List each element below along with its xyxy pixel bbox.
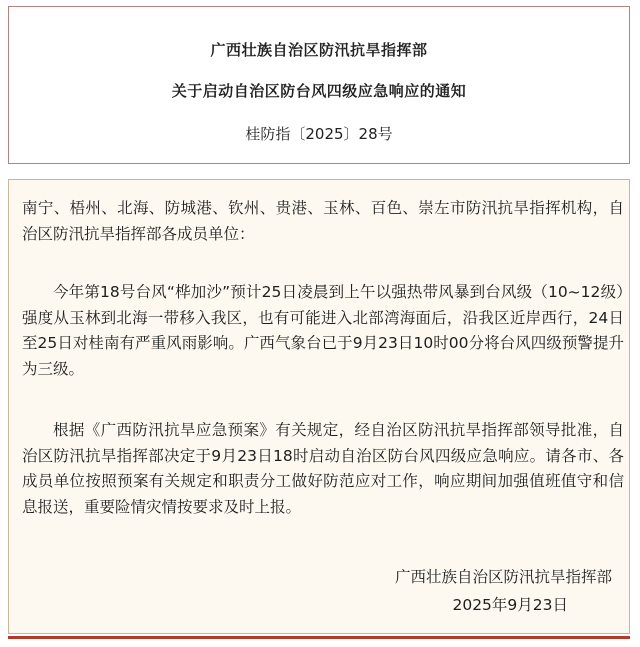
notice-title: 关于启动自治区防台风四级应急响应的通知 [171,82,467,100]
signature-date: 2025年9月23日 [452,596,568,614]
document-number: 桂防指〔2025〕28号 [245,125,393,143]
notice-header-box [8,6,630,164]
issuer-title: 广西壮族自治区防汛抗旱指挥部 [210,41,428,59]
typhoon-forecast-paragraph: 今年第18号台风“桦加沙”预计25日凌晨到上午以强热带风暴到台风级（10~12级）强度从玉林到北海一带移入我区，也有可能进入北部湾海面后，沿我区近岸西行，24日至25日对桂南有严重风雨影响。广西气象台已于9月23日10时00分将台风四级预警提升为三级。 [22,283,624,378]
bottom-accent-bar [8,636,630,639]
signature-organization: 广西壮族自治区防汛抗旱指挥部 [394,568,612,586]
response-decision-paragraph: 根据《广西防汛抗旱应急预案》有关规定，经自治区防汛抗旱指挥部领导批准，自治区防汛抗旱指挥部决定于9月23日18时启动自治区防台风四级应急响应。请各市、各成员单位按照预案有关规定和职责分工做好防范应对工作，响应期间加强值班值守和信息报送，重要险情灾情按要求及时上报。 [22,421,624,516]
addressees-paragraph: 南宁、梧州、北海、防城港、钦州、贵港、玉林、百色、崇左市防汛抗旱指挥机构，自治区防汛抗旱指挥部各成员单位： [22,199,624,243]
